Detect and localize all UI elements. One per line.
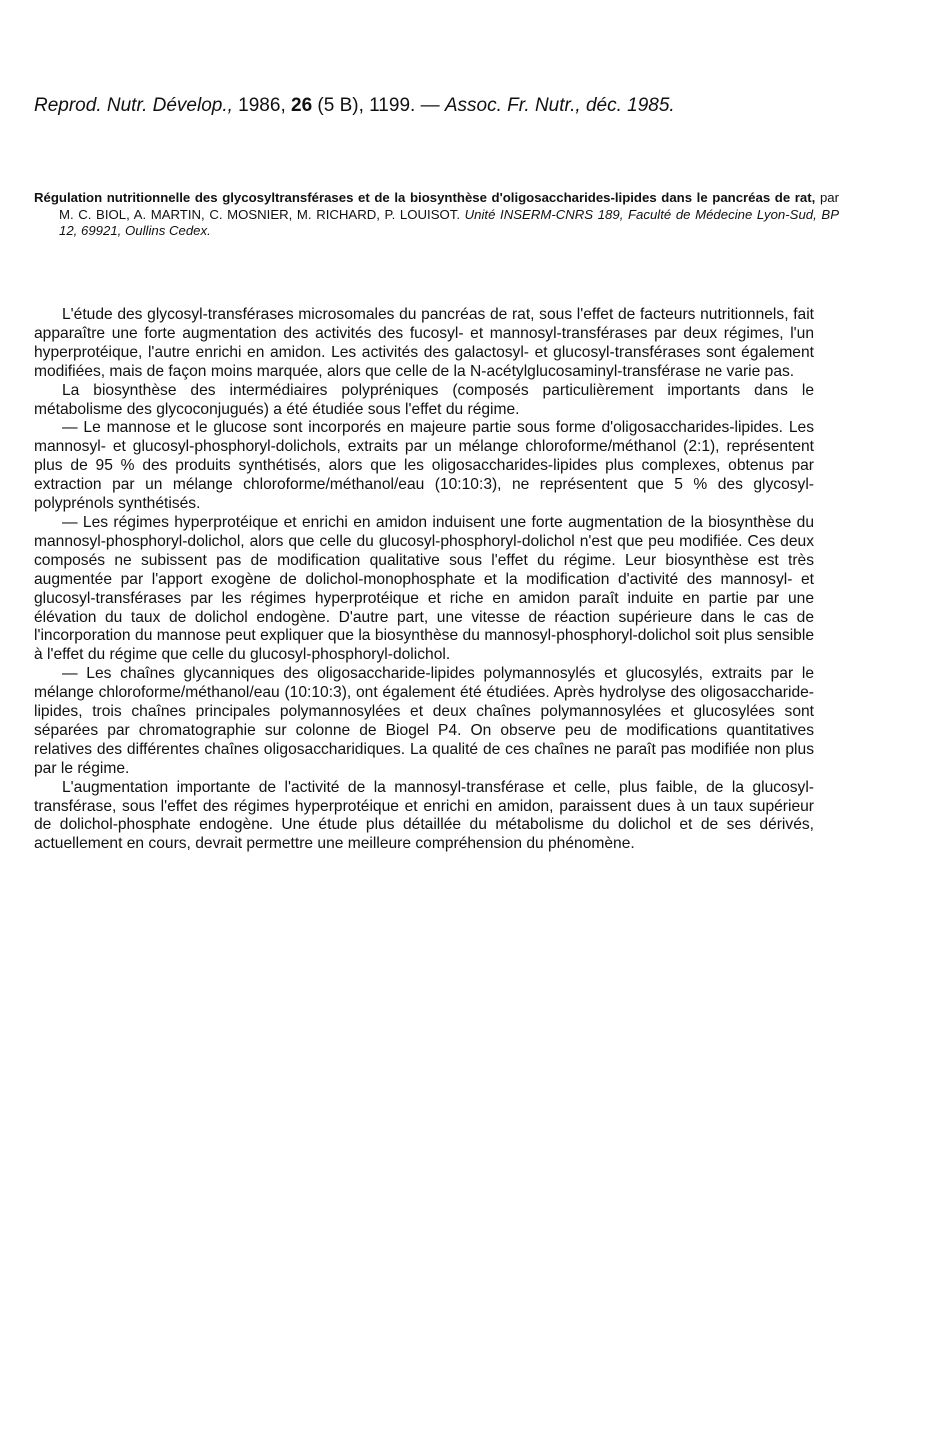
paragraph: — Les régimes hyperprotéique et enrichi en amidon induisent une forte augmentation de la biosynthèse du mannosyl-phosphoryl-dolichol, alors que celle du glucosyl-phosphoryl-dolichol n'est que peu modifiée. Ces deux composés ne subissent pas de modification qualitative sous l'effet du régime. Leur biosynthèse est très augmentée par l'apport exogène de dolichol-monophosphate et la modification d'activité des mannosyl- et glucosyl-transférases par les régimes hyperprotéique et riche en amidon paraît induite en partie par une élévation du taux de dolichol endogène. D'autre part, une vitesse de réaction supérieure dans le cas de l'incorporation du mannose peut expliquer que la biosynthèse du mannosyl-phosphoryl-dolichol soit plus sensible à l'effet du régime que celle du glucosyl-phosphoryl-dolichol. — [34, 513, 814, 664]
article-title: Régulation nutritionnelle des glycosyltransférases et de la biosynthèse d'oligosaccharides-lipides dans le pancréas de rat, — [34, 190, 816, 205]
journal-year: 1986, — [238, 95, 286, 116]
meeting-reference: Assoc. Fr. Nutr., déc. 1985. — [444, 95, 675, 116]
author-list: M. C. BIOL, A. MARTIN, C. MOSNIER, M. RICHARD, P. LOUISOT. — [59, 206, 461, 222]
abstract-body — [34, 306, 814, 854]
paragraph: L'augmentation importante de l'activité de la mannosyl-transférase et celle, plus faible, de la glucosyl-transférase, sous l'effet des régimes hyperprotéique et enrichi en amidon, paraissent dues à un taux supérieur de dolichol-phosphate endogène. Une étude plus détaillée du métabolisme du dolichol et de ses dérivés, actuellement en cours, devrait permettre une meilleure compréhension du phénomène. — [34, 778, 814, 853]
journal-name: Reprod. Nutr. Dévelop., — [34, 95, 233, 116]
journal-volume: 26 — [291, 95, 313, 116]
paragraph: La biosynthèse des intermédiaires polypréniques (composés particulièrement importants dans le métabolisme des glycoconjugués) a été étudiée sous l'effet du régime. — [34, 381, 814, 418]
journal-citation-header — [34, 94, 894, 118]
paragraph: — Les chaînes glycanniques des oligosaccharide-lipides polymannosylés et glucosylés, extraits par le mélange chloroforme/méthanol/eau (10:10:3), ont également été étudiées. Après hydrolyse des oligosaccharide-lipides, trois chaînes principales polymannosylées et deux chaînes polymannosylées et glucosylées sont séparées par chromatographie sur colonne de Biogel P4. On observe peu de modifications quantitatives relatives des différentes chaînes oligosaccharidiques. La qualité de ces chaînes ne paraît pas modifiée non plus par le régime. — [34, 665, 814, 777]
journal-issue-page: (5 B), 1199. — — [317, 95, 440, 116]
paragraph: L'étude des glycosyl-transférases microsomales du pancréas de rat, sous l'effet de facteurs nutritionnels, fait apparaître une forte augmentation des activités des fucosyl- et mannosyl-transférases par deux régimes, l'un hyperprotéique, l'autre enrichi en amidon. Les activités des galactosyl- et glucosyl-transférases sont également modifiées, mais de façon moins marquée, alors que celle de la N-acétylglucosaminyl-transférase ne varie pas. — [34, 306, 814, 380]
article-heading — [34, 190, 839, 240]
author-by: par — [819, 190, 840, 205]
author-affiliation: Unité INSERM-CNRS 189, Faculté de Médecine Lyon-Sud, BP 12, 69921, Oullins Cedex. — [59, 206, 839, 238]
paragraph: — Le mannose et le glucose sont incorporés en majeure partie sous forme d'oligosaccharides-lipides. Les mannosyl- et glucosyl-phosphoryl-dolichols, extraits par un mélange chloroforme/méthanol (2:1), représentent plus de 95 % des produits synthétisés, alors que les oligosaccharides-lipides plus complexes, obtenus par extraction par un mélange chloroforme/méthanol/eau (10:10:3), ne représentent que 5 % des glycosyl-polyprénols synthétisés. — [34, 419, 814, 513]
